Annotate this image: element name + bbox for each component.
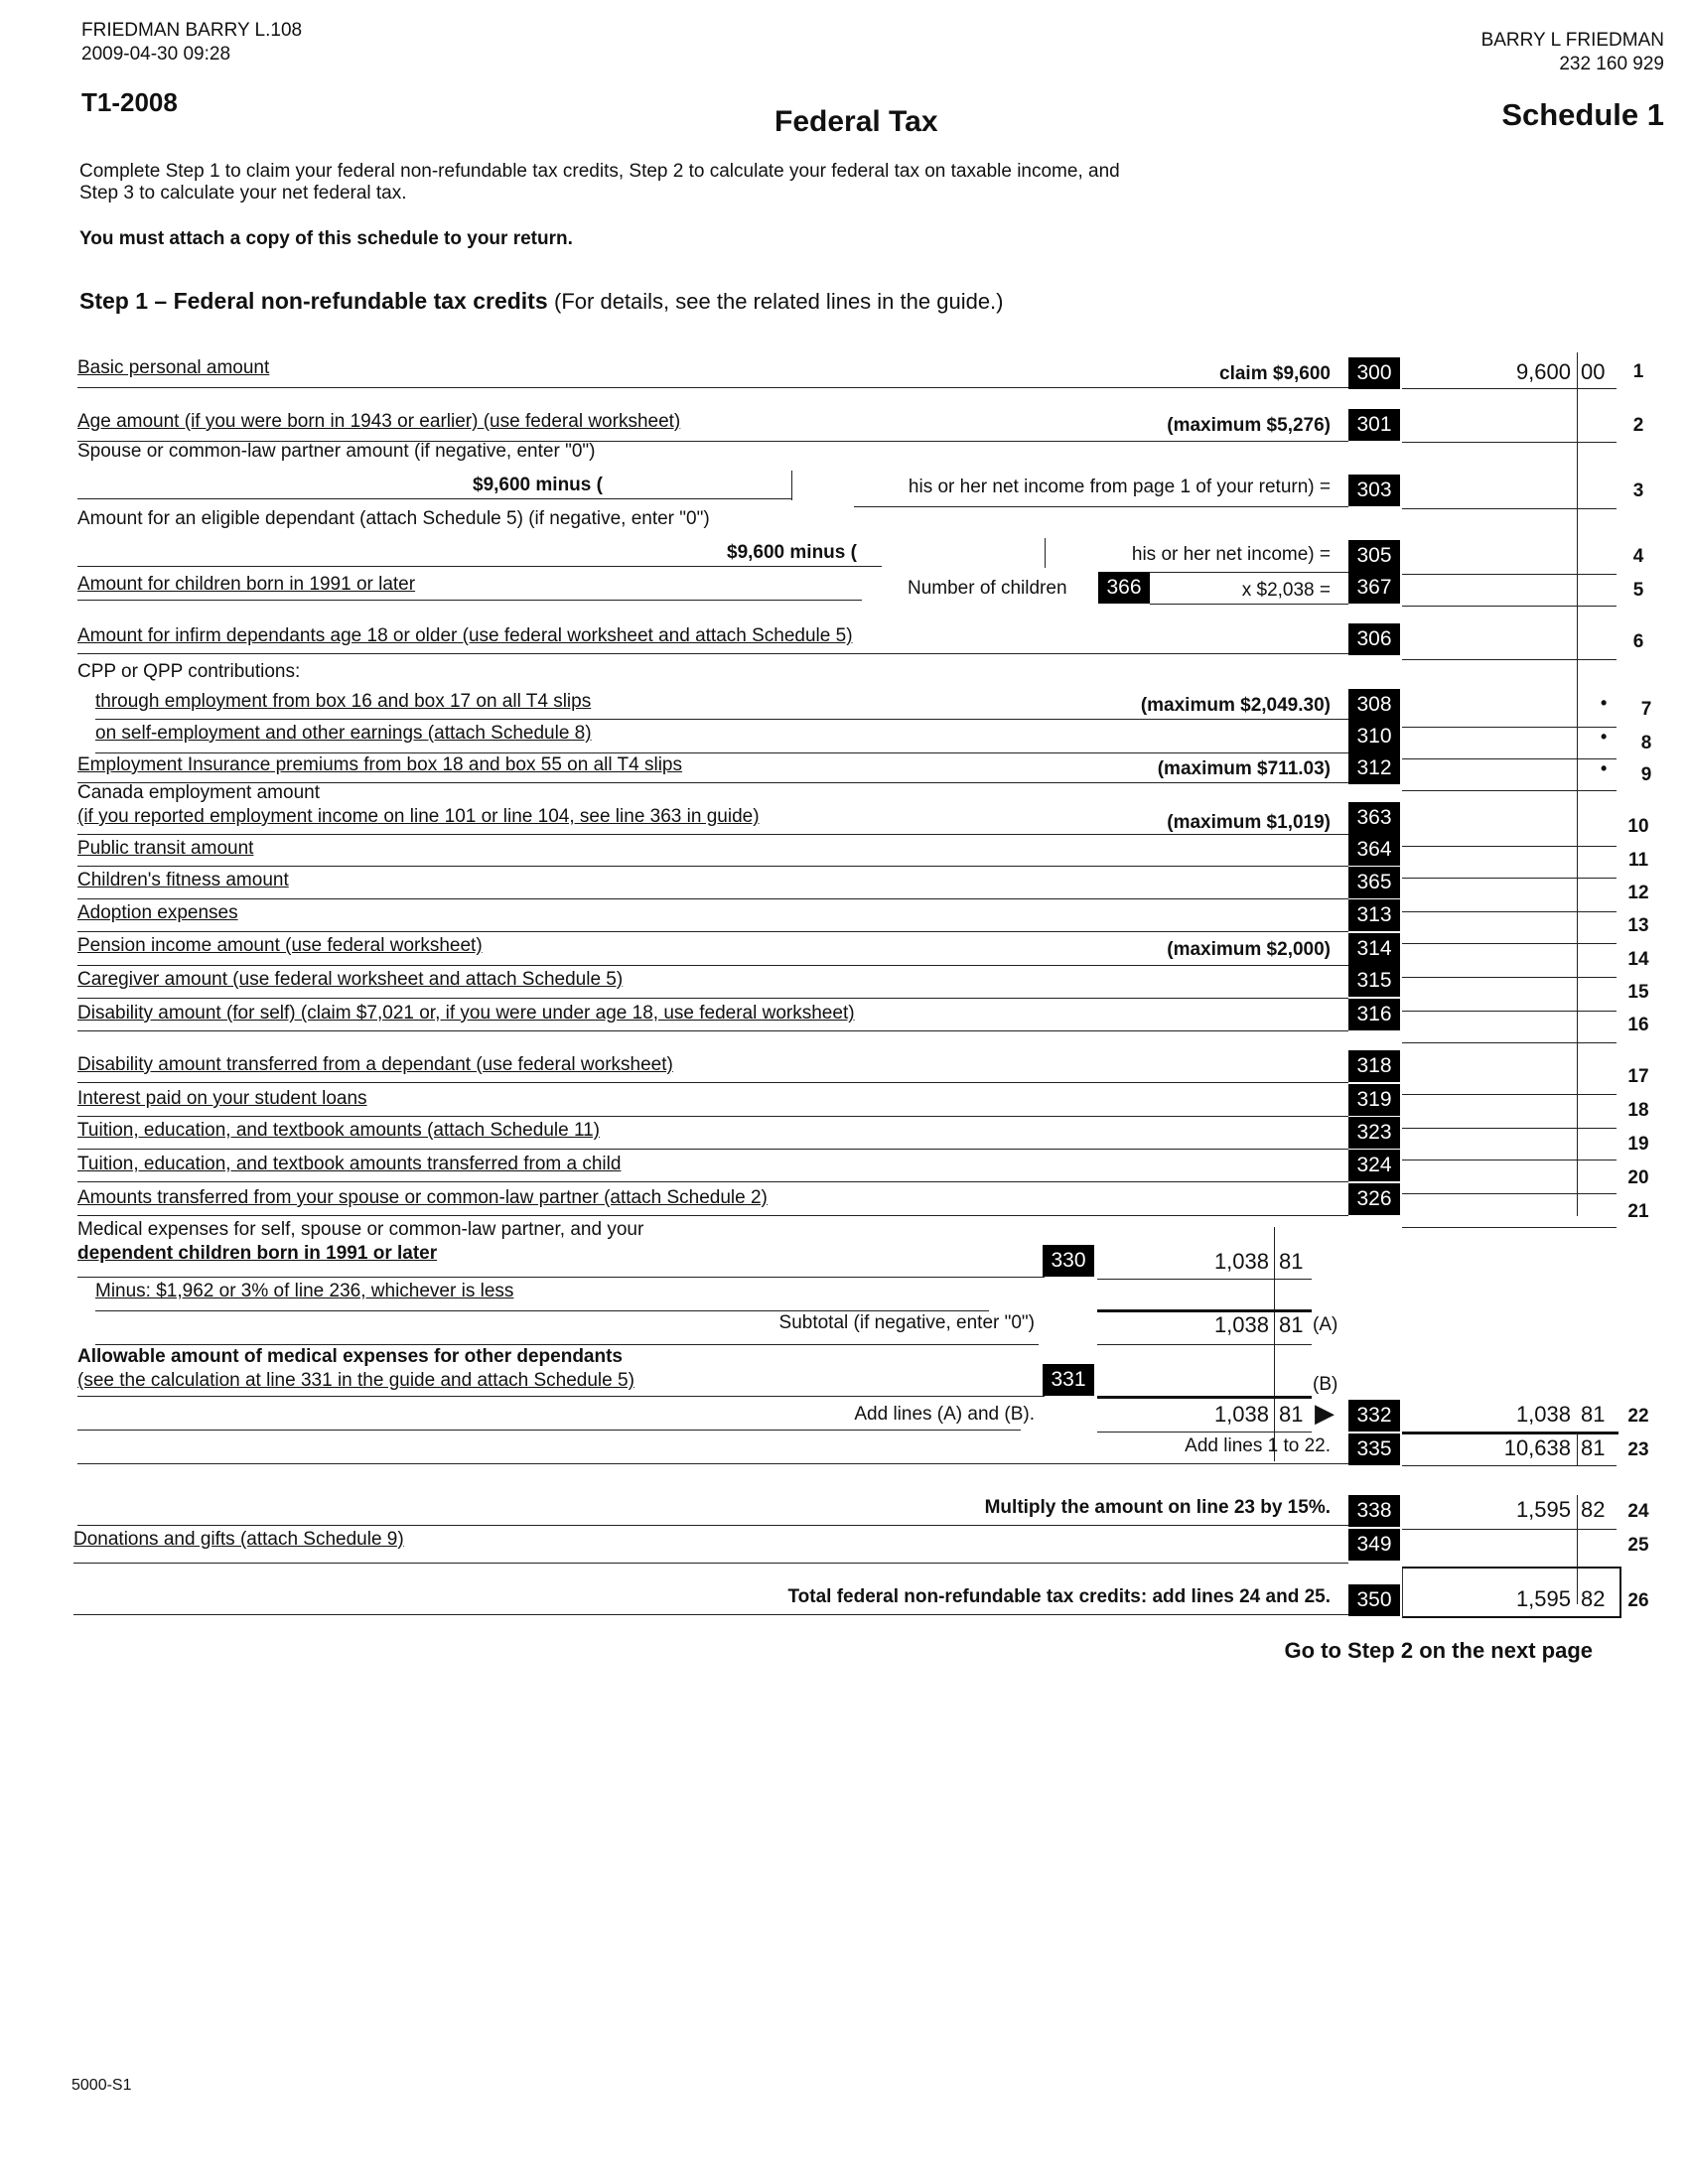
line-number-2: 2 — [1632, 415, 1644, 436]
line-number-10: 10 — [1627, 816, 1649, 837]
subtotal-tag-a: (A) — [1313, 1314, 1338, 1335]
line-24-cents[interactable]: 82 — [1581, 1497, 1606, 1522]
attach-notice: You must attach a copy of this schedule to your return. — [79, 228, 573, 249]
line-16-rule — [77, 1030, 1348, 1031]
line-number-24: 24 — [1627, 1501, 1649, 1522]
other-dependants-rule — [77, 1396, 1045, 1397]
code-316: 316 — [1348, 999, 1400, 1030]
line-3-note: his or her net income from page 1 of your return) = — [908, 477, 1331, 497]
code-300: 300 — [1348, 357, 1400, 389]
cpp-section-label: CPP or QPP contributions: — [77, 661, 301, 682]
line-20-label: Tuition, education, and textbook amounts transferred from a child — [77, 1154, 622, 1174]
other-dependants-label-2: (see the calculation at line 331 in the guide and attach Schedule 5) — [77, 1370, 634, 1391]
line-9-bullet: • — [1601, 758, 1608, 778]
add-a-b-cents[interactable]: 81 — [1279, 1402, 1304, 1427]
line-number-23: 23 — [1627, 1439, 1649, 1460]
code-365: 365 — [1348, 867, 1400, 898]
code-313: 313 — [1348, 899, 1400, 931]
line-24-dollars[interactable]: 1,595 — [1515, 1497, 1571, 1522]
line-13-rule — [77, 931, 1348, 932]
line-3-input-divider — [791, 471, 792, 500]
line-2-note: (maximum $5,276) — [1167, 415, 1331, 436]
line-9-label: Employment Insurance premiums from box 18 and box 55 on all T4 slips — [77, 754, 683, 775]
page-title: Federal Tax — [774, 105, 938, 138]
medical-cents[interactable]: 81 — [1279, 1249, 1304, 1274]
line-21-rule — [77, 1215, 1348, 1216]
line-11-label: Public transit amount — [77, 838, 254, 859]
subtotal-dollars[interactable]: 1,038 — [1213, 1312, 1269, 1337]
timestamp: 2009-04-30 09:28 — [81, 44, 231, 65]
line-26-rule — [73, 1614, 1348, 1615]
subtotal-label: Subtotal (if negative, enter "0") — [778, 1312, 1035, 1333]
line-number-1: 1 — [1632, 361, 1644, 382]
line-number-12: 12 — [1627, 883, 1649, 903]
line-23-cents[interactable]: 81 — [1581, 1435, 1606, 1460]
line-23-amount-rule — [1402, 1465, 1617, 1466]
line-18-amount-rule — [1402, 1128, 1617, 1129]
line-25-label: Donations and gifts (attach Schedule 9) — [73, 1529, 404, 1550]
line-26-dollars[interactable]: 1,595 — [1515, 1586, 1571, 1611]
line-1-amount-rule — [1402, 388, 1617, 389]
line-3-left-rule — [77, 498, 792, 499]
line-number-25: 25 — [1627, 1535, 1649, 1556]
line-18-rule — [77, 1116, 1348, 1117]
add-a-b-label: Add lines (A) and (B). — [854, 1404, 1035, 1425]
line-12-rule — [77, 898, 1348, 899]
line-number-26: 26 — [1627, 1590, 1649, 1611]
line-2-amount-rule — [1402, 442, 1617, 443]
line-number-8: 8 — [1640, 733, 1652, 753]
line-number-7: 7 — [1640, 699, 1652, 720]
code-319: 319 — [1348, 1084, 1400, 1116]
medical-minus-label: Minus: $1,962 or 3% of line 236, whichever is less — [95, 1281, 514, 1301]
line-18-label: Interest paid on your student loans — [77, 1088, 367, 1109]
line-number-9: 9 — [1640, 764, 1652, 785]
line-5-amount-rule — [1402, 606, 1617, 607]
step1-heading-title: Step 1 – Federal non-refundable tax credits — [79, 288, 548, 314]
line-16-amount-rule — [1402, 1042, 1617, 1043]
line-10-rule — [77, 834, 1348, 835]
line-4-left-rule — [77, 566, 882, 567]
line-15-amount-rule — [1402, 1011, 1617, 1012]
line-21-amount-rule — [1402, 1227, 1617, 1228]
line-26-cents[interactable]: 82 — [1581, 1586, 1606, 1611]
line-24-rule — [77, 1525, 1348, 1526]
line-number-20: 20 — [1627, 1167, 1649, 1188]
canada-employment-label: Canada employment amount — [77, 782, 320, 803]
line-3-amount-rule — [1402, 508, 1617, 509]
other-tag-b: (B) — [1313, 1374, 1338, 1395]
line-12-amount-rule — [1402, 911, 1617, 912]
code-338: 338 — [1348, 1495, 1400, 1527]
subtotal-left-rule — [95, 1344, 1039, 1345]
line-26-label: Total federal non-refundable tax credits: add lines 24 and 25. — [787, 1586, 1331, 1607]
line-14-rule — [77, 965, 1348, 966]
line-15-rule — [77, 998, 1348, 999]
line-number-18: 18 — [1627, 1100, 1649, 1121]
code-335: 335 — [1348, 1433, 1400, 1465]
line-11-rule — [77, 866, 1348, 867]
code-308: 308 — [1348, 689, 1400, 721]
line-1-dollars[interactable]: 9,600 — [1515, 359, 1571, 384]
line-14-label: Pension income amount (use federal worksheet) — [77, 935, 483, 956]
code-315: 315 — [1348, 965, 1400, 997]
line-7-bullet: • — [1601, 693, 1608, 713]
line-number-17: 17 — [1627, 1066, 1649, 1087]
line-7-rule — [95, 719, 1348, 720]
line-number-22: 22 — [1627, 1406, 1649, 1427]
line-number-4: 4 — [1632, 546, 1644, 567]
line-7-note: (maximum $2,049.30) — [1140, 695, 1331, 716]
code-303: 303 — [1348, 475, 1400, 506]
subtotal-cents[interactable]: 81 — [1279, 1312, 1304, 1337]
file-name: FRIEDMAN BARRY L.108 — [81, 20, 303, 41]
code-366: 366 — [1098, 572, 1150, 604]
medical-label-1: Medical expenses for self, spouse or common-law partner, and your — [77, 1219, 644, 1240]
line-22-dollars[interactable]: 1,038 — [1515, 1402, 1571, 1427]
add-a-b-amount-rule — [1097, 1432, 1312, 1433]
line-number-3: 3 — [1632, 480, 1644, 501]
line-9-note: (maximum $711.03) — [1157, 758, 1331, 779]
line-7-label: through employment from box 16 and box 17 on all T4 slips — [95, 691, 592, 712]
line-23-dollars[interactable]: 10,638 — [1503, 1435, 1571, 1460]
line-5-label: Amount for children born in 1991 or later — [77, 574, 416, 595]
line-22-cents[interactable]: 81 — [1581, 1402, 1606, 1427]
intro-line-2: Step 3 to calculate your net federal tax. — [79, 183, 407, 204]
code-310: 310 — [1348, 721, 1400, 752]
add-a-b-dollars[interactable]: 1,038 — [1213, 1402, 1269, 1427]
line-number-6: 6 — [1632, 631, 1644, 652]
line-20-rule — [77, 1181, 1348, 1182]
line-5-left-rule — [77, 600, 862, 601]
line-19-rule — [77, 1149, 1348, 1150]
line-11-amount-rule — [1402, 878, 1617, 879]
line-15-label: Caregiver amount (use federal worksheet and attach Schedule 5) — [77, 969, 624, 990]
line-7-amount-rule — [1402, 727, 1617, 728]
cents-divider — [1577, 352, 1578, 1216]
code-332: 332 — [1348, 1400, 1400, 1432]
code-367: 367 — [1348, 572, 1400, 604]
line-2-label: Age amount (if you were born in 1943 or earlier) (use federal worksheet) — [77, 411, 681, 432]
line-number-21: 21 — [1627, 1201, 1649, 1222]
line-3-rule — [854, 506, 1348, 507]
line-16-label: Disability amount (for self) (claim $7,021 or, if you were under age 18, use federal worksheet) — [77, 1003, 855, 1024]
code-364: 364 — [1348, 834, 1400, 866]
line-4-input-divider — [1045, 538, 1046, 568]
line-17-amount-rule — [1402, 1094, 1617, 1095]
line-number-5: 5 — [1632, 580, 1644, 601]
children-count-input[interactable] — [1150, 604, 1348, 605]
line-23-cents-divider — [1577, 1433, 1578, 1465]
line-1-note: claim $9,600 — [1219, 363, 1331, 384]
line-14-note: (maximum $2,000) — [1167, 939, 1331, 960]
code-350: 350 — [1348, 1584, 1400, 1616]
arrow-right-icon: ▶ — [1315, 1398, 1335, 1428]
next-step-link: Go to Step 2 on the next page — [1284, 1638, 1593, 1663]
line-24-amount-rule — [1402, 1529, 1617, 1530]
line-10-amount-rule — [1402, 846, 1617, 847]
taxpayer-sin: 232 160 929 — [1559, 54, 1664, 74]
line-6-label: Amount for infirm dependants age 18 or older (use federal worksheet and attach Schedule 5) — [77, 625, 853, 646]
medical-minus-rule — [95, 1310, 989, 1311]
line-4-amount-rule — [1402, 574, 1617, 575]
form-number: 5000-S1 — [71, 2077, 132, 2094]
code-324: 324 — [1348, 1150, 1400, 1181]
line-number-14: 14 — [1627, 949, 1649, 970]
code-331: 331 — [1043, 1364, 1094, 1396]
line-1-rule — [77, 387, 1348, 388]
medical-amount-rule — [1097, 1279, 1312, 1280]
line-1-cents[interactable]: 00 — [1581, 359, 1606, 384]
taxpayer-name: BARRY L FRIEDMAN — [1480, 30, 1664, 51]
schedule-title: Schedule 1 — [1501, 97, 1664, 132]
line-number-15: 15 — [1627, 982, 1649, 1003]
line-14-amount-rule — [1402, 977, 1617, 978]
add-a-b-left-rule — [77, 1430, 1021, 1431]
line-4-label: Amount for an eligible dependant (attach Schedule 5) (if negative, enter "0") — [77, 508, 710, 529]
code-323: 323 — [1348, 1117, 1400, 1149]
line-8-bullet: • — [1601, 727, 1608, 747]
code-330: 330 — [1043, 1245, 1094, 1277]
line-9-amount-rule — [1402, 790, 1617, 791]
medical-dollars[interactable]: 1,038 — [1213, 1249, 1269, 1274]
line-3-label: Spouse or common-law partner amount (if negative, enter "0") — [77, 441, 596, 462]
other-dependants-label-1: Allowable amount of medical expenses for other dependants — [77, 1346, 623, 1367]
code-349: 349 — [1348, 1529, 1400, 1561]
line-13-label: Adoption expenses — [77, 902, 238, 923]
line-10-label: (if you reported employment income on line 101 or line 104, see line 363 in guide) — [77, 806, 760, 827]
line-6-rule — [77, 653, 1348, 654]
line-8-amount-rule — [1402, 758, 1617, 759]
line-number-19: 19 — [1627, 1134, 1649, 1155]
step1-heading — [79, 288, 1004, 315]
form-id: T1-2008 — [81, 87, 178, 117]
medical-rule — [77, 1277, 1045, 1278]
code-314: 314 — [1348, 933, 1400, 965]
line-19-label: Tuition, education, and textbook amounts (attach Schedule 11) — [77, 1120, 600, 1141]
line-4-minus: $9,600 minus ( — [727, 542, 857, 563]
line-1-label: Basic personal amount — [77, 357, 270, 378]
other-dependants-input[interactable] — [1097, 1396, 1312, 1399]
line-17-label: Disability amount transferred from a dependant (use federal worksheet) — [77, 1054, 673, 1075]
code-312: 312 — [1348, 752, 1400, 784]
code-301: 301 — [1348, 409, 1400, 441]
line-4-note: his or her net income) = — [1131, 544, 1331, 565]
step1-heading-note: (For details, see the related lines in the guide.) — [554, 289, 1004, 314]
line-6-amount-rule — [1402, 659, 1617, 660]
line-25-rule — [73, 1563, 1348, 1564]
code-305: 305 — [1348, 540, 1400, 572]
line-23-label: Add lines 1 to 22. — [1185, 1435, 1331, 1456]
children-count-label: Number of children — [908, 578, 1067, 599]
line-8-label: on self-employment and other earnings (attach Schedule 8) — [95, 723, 592, 744]
code-306: 306 — [1348, 623, 1400, 655]
line-10-note: (maximum $1,019) — [1167, 812, 1331, 833]
line-20-amount-rule — [1402, 1193, 1617, 1194]
line-3-minus: $9,600 minus ( — [473, 475, 603, 495]
line-5-multiplier: x $2,038 = — [1241, 580, 1331, 601]
line-8-rule — [95, 752, 1348, 753]
line-13-amount-rule — [1402, 943, 1617, 944]
line-12-label: Children's fitness amount — [77, 870, 289, 890]
medical-label-2: dependent children born in 1991 or later — [77, 1243, 438, 1264]
line-24-label: Multiply the amount on line 23 by 15%. — [984, 1497, 1331, 1518]
code-318: 318 — [1348, 1050, 1400, 1082]
code-363: 363 — [1348, 802, 1400, 834]
line-21-label: Amounts transferred from your spouse or common-law partner (attach Schedule 2) — [77, 1187, 768, 1208]
subtotal-amount-rule — [1097, 1344, 1312, 1345]
code-326: 326 — [1348, 1183, 1400, 1215]
line-number-16: 16 — [1627, 1015, 1649, 1035]
intro-line-1: Complete Step 1 to claim your federal non-refundable tax credits, Step 2 to calculate your federal tax on taxable income, and — [79, 161, 1120, 182]
line-22-amount-rule — [1402, 1432, 1618, 1434]
line-23-rule — [77, 1463, 1348, 1464]
line-17-rule — [77, 1082, 1348, 1083]
line-number-13: 13 — [1627, 915, 1649, 936]
line-number-11: 11 — [1627, 850, 1649, 871]
